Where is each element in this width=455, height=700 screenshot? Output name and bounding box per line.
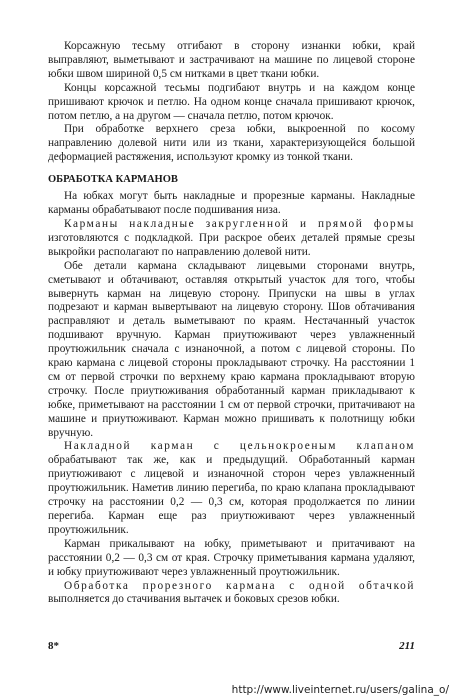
source-url-link[interactable]: http://www.liveinternet.ru/users/galina_o/ [231, 684, 449, 696]
page-number: 211 [399, 640, 415, 652]
paragraph-bias-cut: При обработке верхнего среза юбки, выкроенной по косому направлению долевой нити или из ткани, характеризующейся большой деформацией растяжения, используют кромку из тонкой ткани. [48, 123, 415, 164]
paragraph-pocket-attach: Карман прикалывают на юбку, приметывают и притачивают на расстоянии 0,2 — 0,3 см от края. Строчку приметывания кармана удаляют, и юбку приутюживают через увлажненный проутюжильник. [48, 537, 415, 578]
paragraph-pocket-types: На юбках могут быть накладные и прорезные карманы. Накладные карманы обрабатывают после подшивания низа. [48, 190, 415, 217]
paragraph-tape-ends: Концы корсажной тесьмы подгибают внутрь и на каждом конце пришивают крючок и петлю. На одном конце сначала пришивают крючок, потом петлю, а на другом — сначала петлю, потом крючок. [48, 81, 415, 122]
signature-mark: 8* [48, 640, 59, 652]
paragraph-patch-pockets [48, 218, 415, 260]
paragraph-corsage-tape: Корсажную тесьму отгибают в сторону изнанки юбки, край выправляют, выметывают и застрачивают на машине по лицевой стороне юбки швом шириной 0,5 см нитками в цвет ткани юбки. [48, 40, 415, 80]
paragraph-flap-pocket [48, 440, 415, 537]
section-heading: ОБРАБОТКА КАРМАНОВ [48, 174, 178, 186]
paragraph-pocket-assembly: Обе детали кармана складывают лицевыми сторонами внутрь, сметывают и обтачивают, оставляя открытый участок для того, чтобы вывернуть карман на лицевую сторону. Припуски на швы в углах подрезают и карман вывертывают на лицевую сторону. Шов обтачивания расправляют и деталь выметывают по краям. Нестачанный участок подшивают вручную. Карман приутюживают через увлажненный проутюжильник сначала с изнаночной, а потом с лицевой стороны. По краю кармана с лицевой стороны прокладывают строчку. На расстоянии 1 см от первой строчки по верхнему краю кармана прокладывают вторую строчку. После приутюживания обработанный карман прикладывают к юбке, приметывают на расстоянии 1 см от первой строчки, притачивают на машине и приутюживают. Карман можно пришивать к полотнищу юбки вручную. [48, 259, 415, 439]
paragraph-text: обрабатывают так же, как и предыдущий. Обработанный карман приутюживают с лицевой и изнаночной сторон через увлажненный проутюжильник. Наметив линию перегиба, по краю клапана прокладывают строчку на расстоянии 0,2 — 0,3 см, которая продолжается по линии перегиба. Карман еще раз приутюживают через увлажненный проутюжильник. [48, 454, 415, 536]
spaced-term: Обработка прорезного кармана с одной обтачкой [64, 579, 415, 592]
spaced-term: Карманы накладные закругленной и прямой формы [64, 217, 415, 230]
paragraph-text: выполняется до стачивания вытачек и боковых срезов юбки. [48, 593, 340, 606]
paragraph-text: изготовляются с подкладкой. При раскрое обеих деталей прямые срезы выкройки располагают по направлению долевой нити. [48, 231, 415, 258]
spaced-term: Накладной карман с цельнокроеным клапаном [64, 440, 415, 453]
paragraph-welt-pocket [48, 580, 415, 608]
